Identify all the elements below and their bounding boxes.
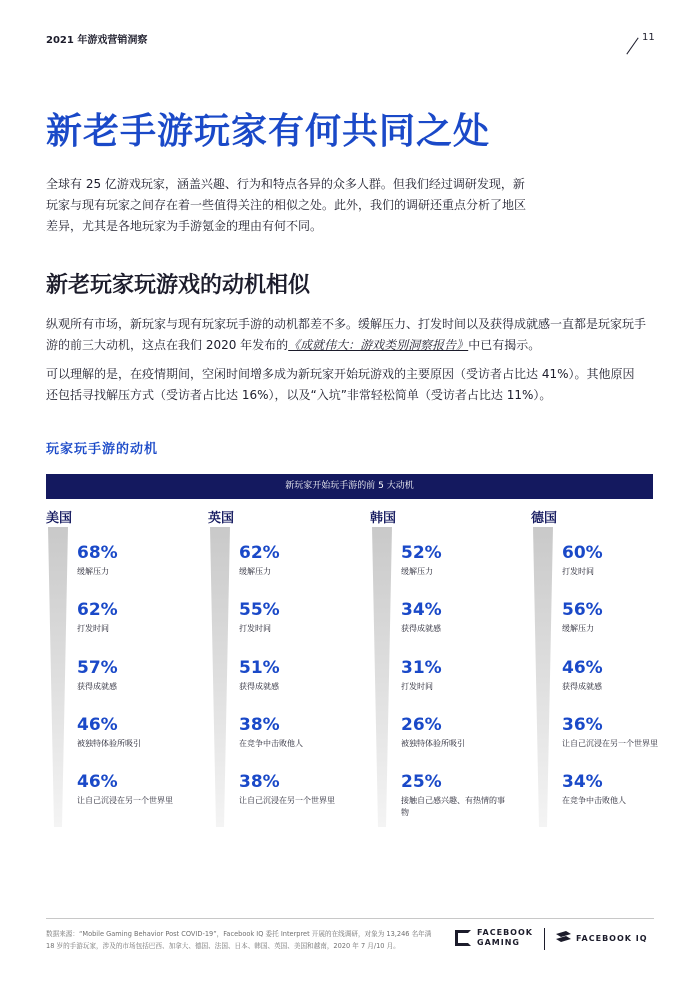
motivation-percentage: 25% bbox=[401, 772, 442, 792]
motivation-item bbox=[401, 772, 511, 819]
page-number-divider bbox=[626, 38, 638, 55]
motivation-item bbox=[239, 600, 349, 635]
motivation-label: 打发时间 bbox=[562, 567, 594, 576]
motivation-percentage: 62% bbox=[239, 543, 280, 563]
ranking-wedge-graphic bbox=[210, 527, 230, 827]
motivation-percentage: 55% bbox=[239, 600, 280, 620]
motivation-item bbox=[401, 600, 511, 635]
facebook-gaming-logo bbox=[455, 928, 533, 948]
motivation-label: 在竞争中击败他人 bbox=[562, 796, 626, 805]
paragraph-text: 纵观所有市场，新玩家与现有玩家玩手游的动机都差不多。缓解压力、打发时间以及获得成就感一直都是玩家玩手游的前三大动机，这点在我们 2020 年发布的 bbox=[46, 317, 647, 352]
section-heading: 新老玩家玩游戏的动机相似 bbox=[46, 273, 311, 298]
motivation-label: 获得成就感 bbox=[239, 682, 279, 691]
motivation-item bbox=[77, 543, 187, 578]
motivation-item bbox=[401, 543, 511, 578]
motivation-item bbox=[239, 543, 349, 578]
motivation-percentage: 56% bbox=[562, 600, 603, 620]
motivation-percentage: 36% bbox=[562, 715, 603, 735]
motivation-label: 在竞争中击败他人 bbox=[239, 739, 303, 748]
running-header-title: 2021 年游戏营销洞察 bbox=[46, 35, 148, 46]
country-column bbox=[208, 507, 368, 837]
report-link[interactable]: 《成就伟大：游戏类别洞察报告》 bbox=[288, 338, 469, 352]
motivation-item bbox=[562, 600, 672, 635]
chart-heading: 玩家玩手游的动机 bbox=[46, 442, 159, 457]
motivation-label: 打发时间 bbox=[77, 624, 109, 633]
motivation-item bbox=[562, 658, 672, 693]
motivation-percentage: 51% bbox=[239, 658, 280, 678]
ranking-wedge-graphic bbox=[372, 527, 392, 827]
facebook-iq-logo bbox=[556, 931, 648, 945]
motivation-item bbox=[401, 715, 511, 750]
motivation-item bbox=[239, 658, 349, 693]
ranking-wedge-graphic bbox=[533, 527, 553, 827]
country-column bbox=[46, 507, 206, 837]
intro-paragraph: 全球有 25 亿游戏玩家，涵盖兴趣、行为和特点各异的众多人群。但我们经过调研发现，新玩家与现有玩家之间存在着一些值得关注的相似之处。此外，我们的调研还重点分析了地区差异，尤其是各地玩家为手游氪金的理由有何不同。 bbox=[46, 177, 527, 233]
ranking-wedge-graphic bbox=[48, 527, 68, 827]
motivation-item bbox=[562, 543, 672, 578]
footer-divider bbox=[46, 918, 654, 919]
motivation-label: 获得成就感 bbox=[562, 682, 602, 691]
country-name: 韩国 bbox=[370, 511, 397, 526]
motivation-paragraph bbox=[46, 314, 646, 356]
motivation-percentage: 68% bbox=[77, 543, 118, 563]
motivation-percentage: 38% bbox=[239, 772, 280, 792]
motivation-label: 让自己沉浸在另一个世界里 bbox=[562, 739, 658, 748]
logo-divider bbox=[544, 928, 545, 950]
motivation-item bbox=[239, 772, 349, 807]
motivation-percentage: 46% bbox=[77, 772, 118, 792]
motivation-percentage: 62% bbox=[77, 600, 118, 620]
motivation-label: 获得成就感 bbox=[401, 624, 441, 633]
country-name: 英国 bbox=[208, 511, 235, 526]
logo-line-2: GAMING bbox=[477, 938, 520, 947]
motivation-item bbox=[239, 715, 349, 750]
motivation-item bbox=[562, 772, 672, 807]
country-column bbox=[531, 507, 691, 837]
motivation-percentage: 57% bbox=[77, 658, 118, 678]
facebook-gaming-mark-icon bbox=[455, 930, 471, 946]
facebook-iq-wordmark: FACEBOOK IQ bbox=[576, 933, 648, 943]
motivation-label: 缓解压力 bbox=[401, 567, 433, 576]
motivation-label: 让自己沉浸在另一个世界里 bbox=[239, 796, 335, 805]
motivation-label: 缓解压力 bbox=[562, 624, 594, 633]
motivation-percentage: 60% bbox=[562, 543, 603, 563]
motivation-percentage: 31% bbox=[401, 658, 442, 678]
pandemic-paragraph: 可以理解的是，在疫情期间，空闲时间增多成为新玩家开始玩游戏的主要原因（受访者占比达 41%）。其他原因还包括寻找解压方式（受访者占比达 16%），以及“入坑”非常轻松简单（受访者占比达 11%）。 bbox=[46, 367, 635, 402]
facebook-iq-mark-icon bbox=[556, 931, 571, 945]
motivation-percentage: 46% bbox=[77, 715, 118, 735]
motivation-percentage: 34% bbox=[562, 772, 603, 792]
motivation-label: 打发时间 bbox=[239, 624, 271, 633]
country-column bbox=[370, 507, 530, 837]
motivation-label: 被独特体验所吸引 bbox=[401, 739, 465, 748]
page-title: 新老手游玩家有何共同之处 bbox=[46, 111, 491, 152]
motivation-percentage: 46% bbox=[562, 658, 603, 678]
source-footnote: 数据来源：“Mobile Gaming Behavior Post COVID-19”，Facebook IQ 委托 Interpret 开展的在线调研，对象为 13,246 名年满 18 岁的手游玩家，涉及的市场包括巴西、加拿大、德国、法国、日本、韩国、英国、美国和越南，2020 年 7 月/10 月。 bbox=[46, 930, 432, 950]
paragraph-text-end: 中已有揭示。 bbox=[468, 338, 541, 352]
motivation-percentage: 34% bbox=[401, 600, 442, 620]
motivation-item bbox=[401, 658, 511, 693]
motivation-item bbox=[77, 658, 187, 693]
motivation-label: 让自己沉浸在另一个世界里 bbox=[77, 796, 173, 805]
motivation-label: 被独特体验所吸引 bbox=[77, 739, 141, 748]
chart-banner: 新玩家开始玩手游的前 5 大动机 bbox=[46, 474, 653, 499]
motivation-item bbox=[77, 715, 187, 750]
motivation-label: 获得成就感 bbox=[77, 682, 117, 691]
country-name: 德国 bbox=[531, 511, 558, 526]
motivation-item bbox=[562, 715, 672, 750]
motivation-label: 打发时间 bbox=[401, 682, 433, 691]
motivation-label: 接触自己感兴趣、有热情的事物 bbox=[401, 796, 505, 817]
page-number: 11 bbox=[642, 32, 655, 43]
logo-line-1: FACEBOOK bbox=[477, 928, 533, 937]
motivation-percentage: 52% bbox=[401, 543, 442, 563]
motivation-label: 缓解压力 bbox=[77, 567, 109, 576]
motivation-item bbox=[77, 772, 187, 807]
facebook-gaming-wordmark bbox=[477, 928, 533, 948]
country-name: 美国 bbox=[46, 511, 73, 526]
motivation-percentage: 26% bbox=[401, 715, 442, 735]
motivation-percentage: 38% bbox=[239, 715, 280, 735]
motivation-label: 缓解压力 bbox=[239, 567, 271, 576]
motivation-item bbox=[77, 600, 187, 635]
